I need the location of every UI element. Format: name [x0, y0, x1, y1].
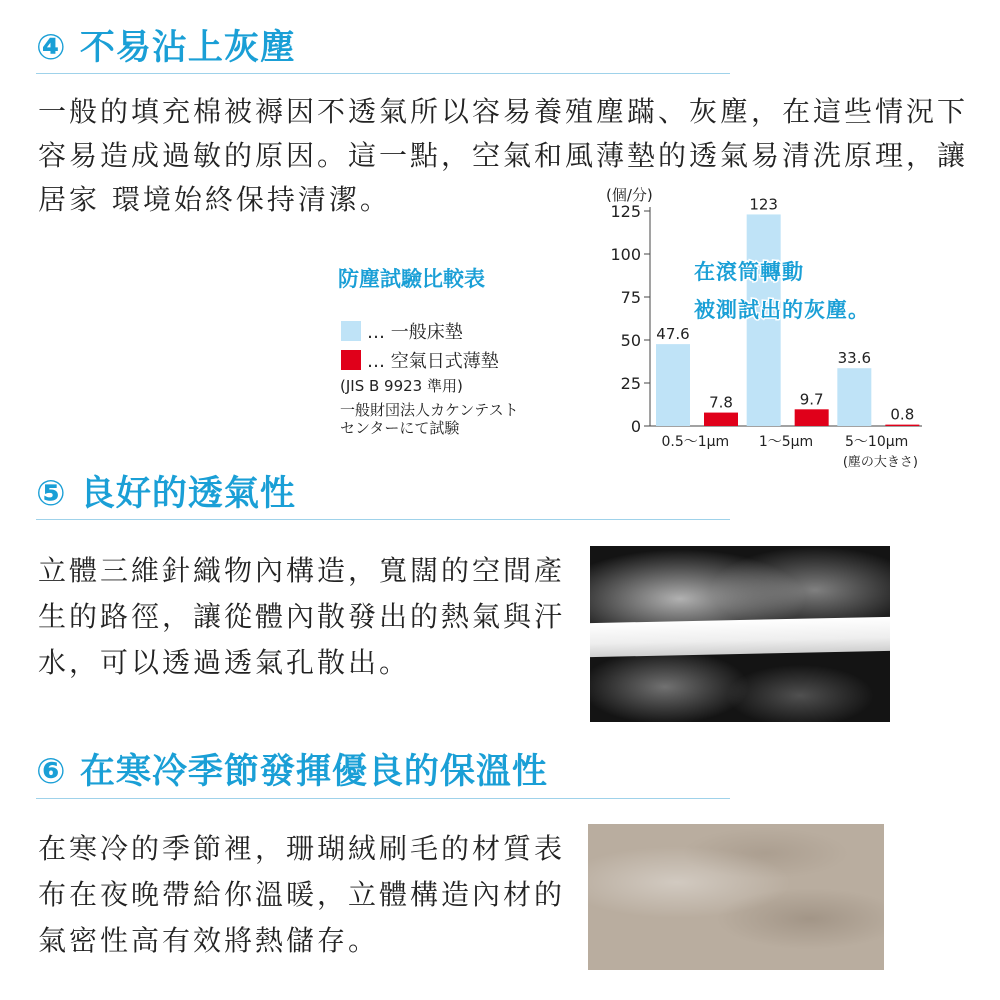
chart-xlabel: (塵の大きさ) — [842, 455, 918, 470]
data-label-regular-1: 123 — [749, 195, 778, 214]
chart-annotation-line-1: 在滾筒轉動 — [694, 260, 804, 284]
test-note-line-2: 一般財団法人カケンテスト — [340, 401, 519, 419]
data-label-regular-2: 33.6 — [837, 349, 872, 368]
legend-label-air: … 空氣日式薄墊 — [367, 351, 499, 372]
legend-swatch-air — [341, 350, 361, 370]
y-tick-label-4: 100 — [610, 245, 641, 264]
mattress-slab — [590, 617, 890, 657]
chart-ylabel: (個/分) — [606, 186, 653, 204]
bar-regular-0 — [656, 344, 690, 426]
x-tick-label-0: 0.5〜1μm — [661, 434, 730, 450]
bar-air-2 — [885, 425, 919, 426]
bar-regular-2 — [837, 368, 871, 426]
x-tick-label-2: 5〜10μm — [845, 434, 909, 450]
y-tick-label-1: 25 — [620, 374, 641, 393]
y-tick-label-3: 75 — [620, 288, 641, 307]
data-label-air-2: 0.8 — [890, 405, 915, 424]
section5-paragraph: 立體三維針織物內構造，寬闊的空間產生的路徑，讓從體內散發出的熱氣與汗水，可以透過透氣孔散出。 — [38, 554, 566, 679]
data-label-air-0: 7.8 — [709, 393, 733, 412]
bar-air-0 — [704, 413, 738, 426]
chart-annotation-line-2: 被測試出的灰塵。 — [694, 298, 870, 322]
dust-test-bar-chart — [596, 182, 936, 472]
section5-divider — [36, 519, 730, 520]
bar-air-1 — [795, 409, 829, 426]
test-note-line-1: (JIS B 9923 準用) — [340, 377, 463, 395]
x-tick-label-1: 1〜5μm — [758, 434, 814, 450]
coral-fleece-photo — [588, 824, 884, 970]
y-tick-label-2: 50 — [620, 331, 641, 350]
legend-item-air-mattress — [341, 347, 499, 373]
test-note-line-3: センターにて試験 — [340, 419, 460, 437]
breathability-steam-photo — [590, 546, 890, 722]
legend-label-regular: … 一般床墊 — [367, 322, 463, 343]
section6-paragraph: 在寒冷的季節裡，珊瑚絨刷毛的材質表布在夜晚帶給你溫暖，立體構造內材的氣密性高有效將熱儲存。 — [38, 832, 566, 957]
section4-paragraph: 一般的填充棉被褥因不透氣所以容易養殖塵蹣、灰塵，在這些情況下容易造成過敏的原因。這一點，空氣和風薄墊的透氣易清洗原理，讓居家 環境始終保持清潔。 — [38, 95, 969, 216]
legend-item-regular-mattress — [341, 318, 463, 344]
legend-swatch-regular — [341, 321, 361, 341]
y-tick-label-5: 125 — [610, 202, 641, 221]
data-label-air-1: 9.7 — [799, 390, 824, 409]
data-label-regular-0: 47.6 — [656, 325, 690, 344]
section5-heading: ⑤ 良好的透氣性 — [36, 474, 296, 514]
section4-divider — [36, 73, 730, 74]
section6-heading: ⑥ 在寒冷季節發揮優良的保溫性 — [36, 752, 548, 792]
y-tick-label-0: 0 — [630, 417, 641, 436]
section4-heading: ④ 不易沾上灰塵 — [36, 28, 296, 68]
section6-divider — [36, 798, 730, 799]
comparison-table-title: 防塵試驗比較表 — [338, 267, 485, 291]
